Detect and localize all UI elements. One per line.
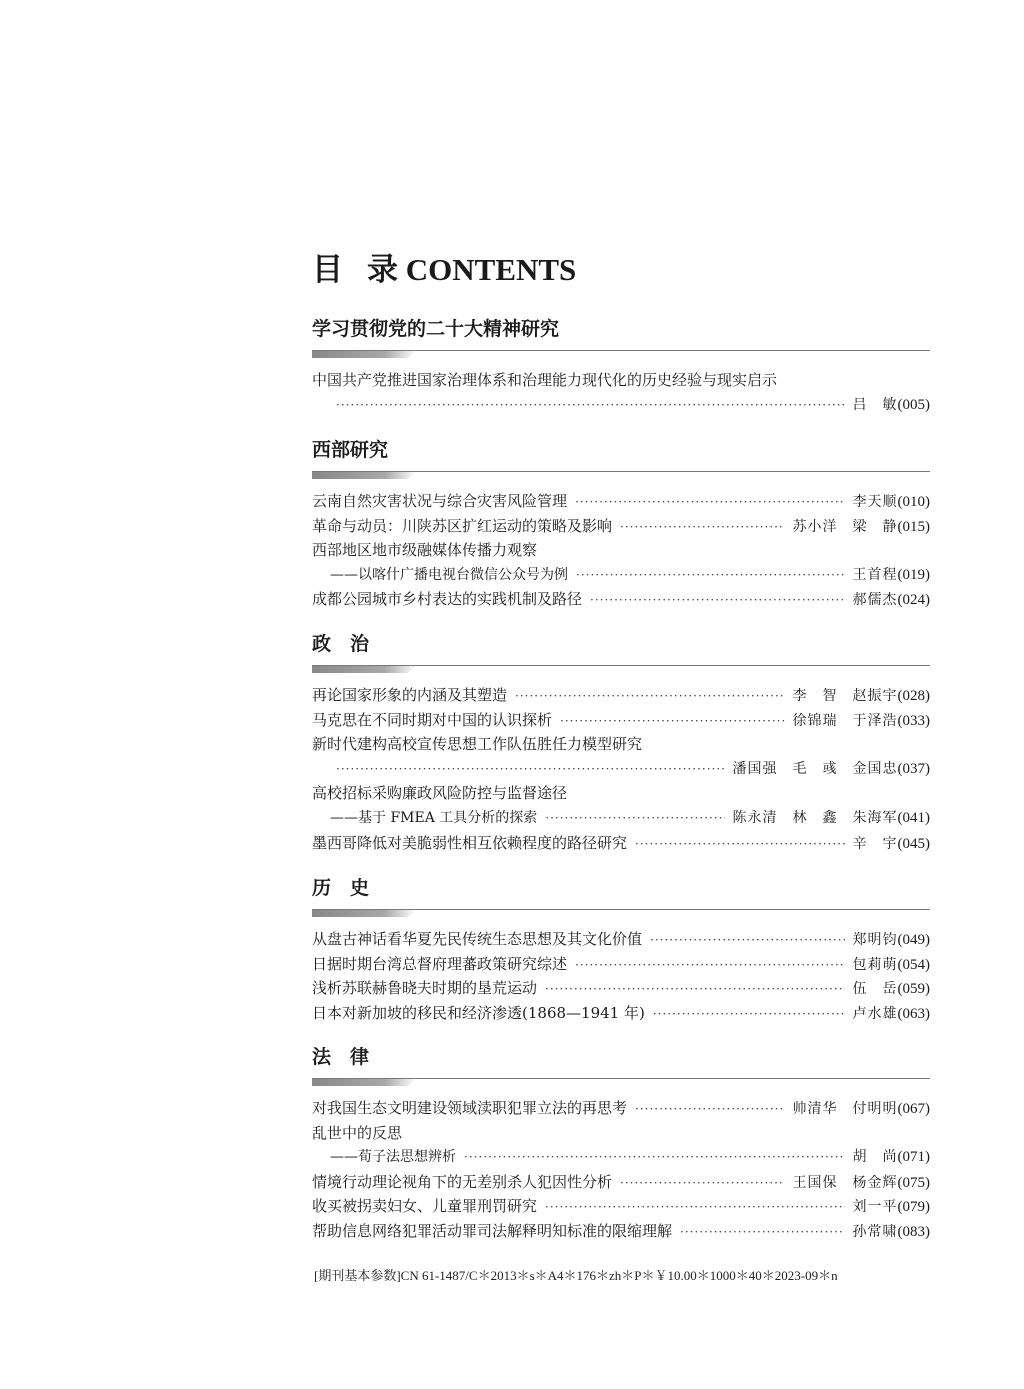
- section-accent-bar: [312, 1079, 416, 1086]
- section-accent-bar: [312, 351, 416, 358]
- entry-title: 成都公园城市乡村表达的实践机制及路径: [312, 590, 583, 609]
- toc-entry[interactable]: [312, 1170, 930, 1195]
- entry-title: 收买被拐卖妇女、儿童罪刑罚研究: [312, 1197, 538, 1216]
- section-header: [312, 435, 930, 479]
- entry-title: 浅析苏联赫鲁晓夫时期的垦荒运动: [312, 979, 538, 998]
- toc-entry[interactable]: [312, 757, 930, 782]
- toc-entry[interactable]: [312, 781, 930, 806]
- entry-title: 高校招标采购廉政风险防控与监督途径: [312, 784, 568, 803]
- entry-authors: 王国保 杨金辉: [792, 1174, 898, 1191]
- dot-leader: [680, 1220, 844, 1245]
- toc-entry[interactable]: [312, 952, 930, 977]
- entry-page-number: (054): [897, 956, 930, 973]
- dot-leader: [653, 1002, 845, 1027]
- section-header: [312, 873, 930, 917]
- entry-title: 再论国家形象的内涵及其塑造: [312, 686, 508, 704]
- entry-page-number: (024): [897, 592, 930, 609]
- entry-title: 日据时期台湾总督府理蕃政策研究综述: [312, 954, 568, 973]
- entry-authors: 包莉萌: [852, 956, 898, 973]
- section-header: [312, 314, 930, 358]
- section-rule: [312, 350, 930, 351]
- page-title: [312, 244, 576, 289]
- section-entries: [312, 683, 930, 855]
- entry-authors: 李 智 赵振宇: [792, 688, 898, 704]
- entry-title: 日本对新加坡的移民和经济渗透(1868—1941 年): [312, 1003, 645, 1022]
- section-title: 政 治: [312, 633, 370, 655]
- toc-entry[interactable]: [312, 1096, 930, 1121]
- dot-leader: [515, 684, 784, 709]
- dot-leader: [575, 490, 844, 515]
- toc-section: [312, 435, 930, 612]
- section-entries: [312, 489, 930, 612]
- entry-page-number: (075): [897, 1174, 930, 1191]
- toc-entry[interactable]: [312, 393, 930, 418]
- entry-title: 西部地区地市级融媒体传播力观察: [312, 541, 538, 560]
- toc-entry[interactable]: [312, 1121, 930, 1146]
- entry-page-number: (019): [897, 566, 930, 583]
- toc-entry[interactable]: [312, 831, 930, 856]
- dot-leader: [620, 515, 784, 540]
- entry-authors: 辛 宇: [852, 835, 898, 852]
- toc-entry[interactable]: [312, 1145, 930, 1170]
- dot-leader: [575, 953, 844, 978]
- entry-title: 乱世中的反思: [312, 1123, 403, 1142]
- section-accent-bar: [312, 910, 416, 917]
- entry-authors: 陈永清 林 鑫 朱海军: [732, 809, 898, 826]
- entry-page-number: (010): [897, 494, 930, 510]
- entry-authors: 郑明钧: [852, 932, 898, 948]
- entry-subtitle: ——荀子法思想辨析: [330, 1149, 456, 1166]
- entry-authors: 卢水雄: [852, 1005, 898, 1022]
- entry-title: 墨西哥降低对美脆弱性相互依赖程度的路径研究: [312, 833, 628, 852]
- toc-entry[interactable]: [312, 732, 930, 757]
- toc-entry[interactable]: [312, 1001, 930, 1026]
- section-rule: [312, 665, 930, 666]
- entry-title: 情境行动理论视角下的无差别杀人犯因性分析: [312, 1172, 613, 1191]
- section-rule: [312, 1078, 930, 1079]
- entry-authors: 郝儒杰: [852, 592, 898, 609]
- toc-entry[interactable]: [312, 683, 930, 708]
- toc-entry[interactable]: [312, 514, 930, 539]
- entry-authors: 胡 尚: [852, 1149, 898, 1166]
- section-accent-bar: [312, 472, 416, 479]
- toc-entry[interactable]: [312, 1194, 930, 1219]
- entry-page-number: (079): [897, 1199, 930, 1216]
- entry-title: 马克思在不同时期对中国的认识探析: [312, 710, 553, 729]
- section-title: 历 史: [312, 877, 370, 899]
- dot-leader: [590, 588, 844, 613]
- entry-page-number: (071): [897, 1149, 930, 1166]
- entry-title: 中国共产党推进国家治理体系和治理能力现代化的历史经验与现实启示: [312, 371, 778, 389]
- entry-authors: 王首程: [852, 566, 898, 583]
- toc-entry[interactable]: [312, 368, 930, 393]
- section-title: 法 律: [312, 1046, 370, 1068]
- entry-title: 从盘古神话看华夏先民传统生态思想及其文化价值: [312, 930, 643, 948]
- section-entries: [312, 368, 930, 417]
- entry-page-number: (041): [897, 809, 930, 826]
- entry-authors: 苏小洋 梁 静: [792, 518, 898, 535]
- dot-leader: [336, 393, 845, 418]
- section-header: [312, 629, 930, 673]
- toc-entry[interactable]: [312, 806, 930, 831]
- toc-entry[interactable]: [312, 489, 930, 514]
- toc-entry[interactable]: [312, 927, 930, 952]
- dot-leader: [635, 832, 844, 857]
- journal-parameters: [期刊基本参数]CN 61-1487/C＊2013＊s＊A4＊176＊zh＊P＊￥10.00＊1000＊40＊2023-09＊n: [314, 1268, 838, 1283]
- entry-title: 革命与动员：川陕苏区扩红运动的策略及影响: [312, 516, 613, 535]
- section-entries: [312, 1096, 930, 1244]
- entry-authors: 伍 岳: [852, 981, 898, 998]
- entry-authors: 吕 敏: [852, 396, 898, 413]
- section-title: 西部研究: [312, 439, 389, 461]
- entry-title: 新时代建构高校宣传思想工作队伍胜任力模型研究: [312, 735, 643, 754]
- dot-leader: [576, 563, 845, 588]
- entry-page-number: (005): [897, 396, 930, 413]
- section-title: 学习贯彻党的二十大精神研究: [312, 318, 560, 340]
- title-english: CONTENTS: [405, 252, 577, 287]
- toc-entry[interactable]: [312, 976, 930, 1001]
- entry-page-number: (083): [897, 1223, 930, 1240]
- entry-authors: 帅清华 付明明: [792, 1101, 898, 1117]
- dot-leader: [545, 1195, 844, 1220]
- section-rule: [312, 909, 930, 910]
- entry-page-number: (063): [897, 1005, 930, 1022]
- dot-leader: [560, 709, 784, 734]
- toc-section: [312, 873, 930, 1025]
- toc-entry[interactable]: [312, 587, 930, 612]
- toc-entry[interactable]: [312, 563, 930, 588]
- entry-title: 对我国生态文明建设领域渎职犯罪立法的再思考: [312, 1099, 628, 1117]
- entry-authors: 孙常啸: [852, 1223, 898, 1240]
- entry-page-number: (059): [897, 981, 930, 998]
- dot-leader: [545, 977, 844, 1002]
- dot-leader: [620, 1171, 784, 1196]
- entry-page-number: (049): [897, 932, 930, 948]
- section-header: [312, 1042, 930, 1086]
- title-char-1: 目: [312, 252, 343, 287]
- toc-entry[interactable]: [312, 538, 930, 563]
- entry-authors: 潘国强 毛 彧 金国忠: [732, 760, 898, 777]
- entry-subtitle: ——以喀什广播电视台微信公众号为例: [330, 566, 568, 583]
- entry-title: 帮助信息网络犯罪活动罪司法解释明知标准的限缩理解: [312, 1221, 673, 1240]
- dot-leader: [650, 928, 844, 953]
- entry-authors: 李天顺: [852, 494, 898, 510]
- entry-subtitle: ——基于 FMEA 工具分析的探索: [330, 809, 538, 826]
- toc-section: [312, 314, 930, 417]
- toc-entry[interactable]: [312, 708, 930, 733]
- dot-leader: [464, 1145, 845, 1170]
- entry-page-number: (067): [897, 1101, 930, 1117]
- section-accent-bar: [312, 666, 416, 673]
- toc-section: [312, 629, 930, 855]
- entry-authors: 刘一平: [852, 1199, 898, 1216]
- entry-page-number: (033): [897, 712, 930, 729]
- section-entries: [312, 927, 930, 1025]
- section-rule: [312, 471, 930, 472]
- entry-page-number: (037): [897, 760, 930, 777]
- entry-page-number: (015): [897, 518, 930, 535]
- toc-section: [312, 1042, 930, 1244]
- toc-entry[interactable]: [312, 1219, 930, 1244]
- entry-authors: 徐锦瑞 于泽浩: [792, 712, 898, 729]
- entry-title: 云南自然灾害状况与综合灾害风险管理: [312, 492, 568, 510]
- dot-leader: [336, 757, 725, 782]
- dot-leader: [635, 1097, 784, 1122]
- dot-leader: [545, 806, 724, 831]
- title-char-2: 录: [367, 252, 398, 287]
- entry-page-number: (045): [897, 835, 930, 852]
- entry-page-number: (028): [897, 688, 930, 704]
